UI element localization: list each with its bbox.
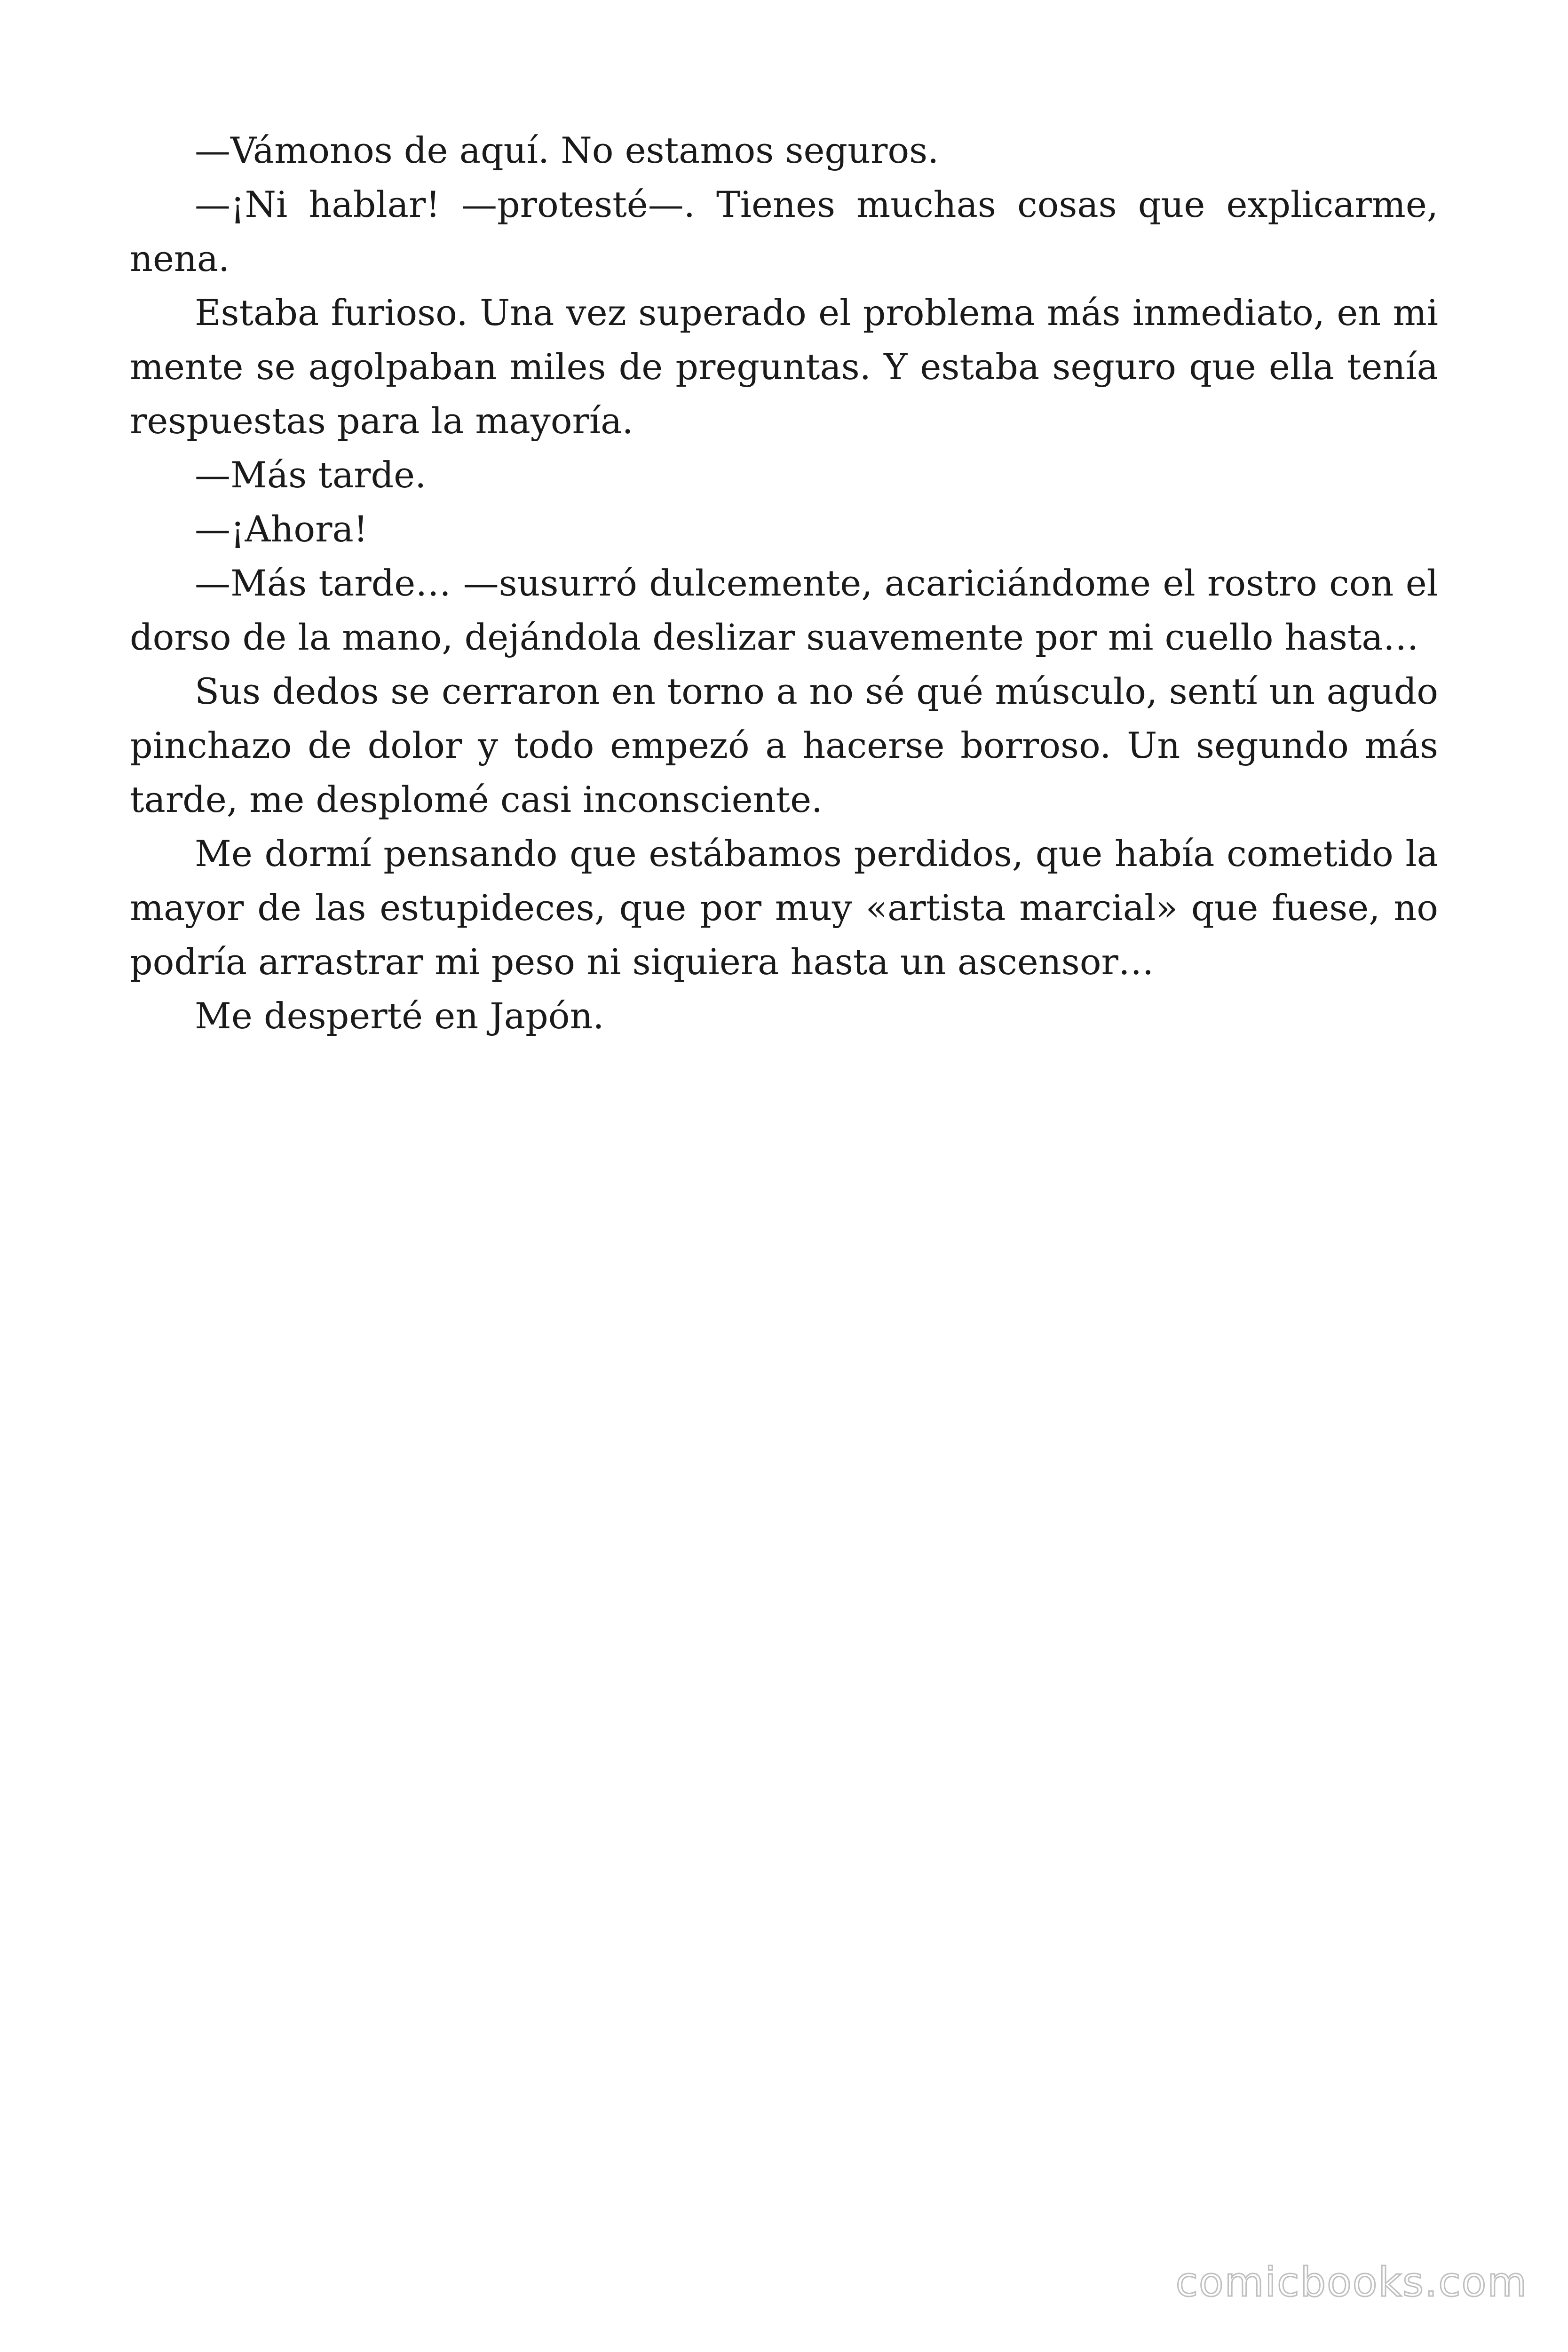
book-page-body [130, 123, 1438, 1043]
paragraph: —¡Ahora! [195, 508, 368, 550]
paragraph: Me desperté en Japón. [195, 995, 604, 1037]
paragraph: —Más tarde. [195, 454, 427, 496]
watermark: comicbooks.com [1175, 2259, 1528, 2306]
paragraph: —¡Ni hablar! —protesté—. Tienes muchas cosas que explicarme, nena. [130, 183, 1438, 279]
paragraph: Sus dedos se cerraron en torno a no sé qué músculo, sentí un agudo pinchazo de dolor y todo empezó a hacerse borroso. Un segundo más tarde, me desplomé casi inconsciente. [130, 670, 1438, 820]
paragraph: —Más tarde… —susurró dulcemente, acariciándome el rostro con el dorso de la mano, dejándola deslizar suavemente por mi cuello hasta… [130, 562, 1438, 658]
paragraph: Estaba furioso. Una vez superado el problema más inmediato, en mi mente se agolpaban miles de preguntas. Y estaba seguro que ella tenía respuestas para la mayoría. [130, 292, 1438, 442]
paragraph: Me dormí pensando que estábamos perdidos, que había cometido la mayor de las estupideces, que por muy «artista marcial» que fuese, no podría arrastrar mi peso ni siquiera hasta un ascensor… [130, 833, 1438, 983]
paragraph: —Vámonos de aquí. No estamos seguros. [195, 129, 939, 171]
